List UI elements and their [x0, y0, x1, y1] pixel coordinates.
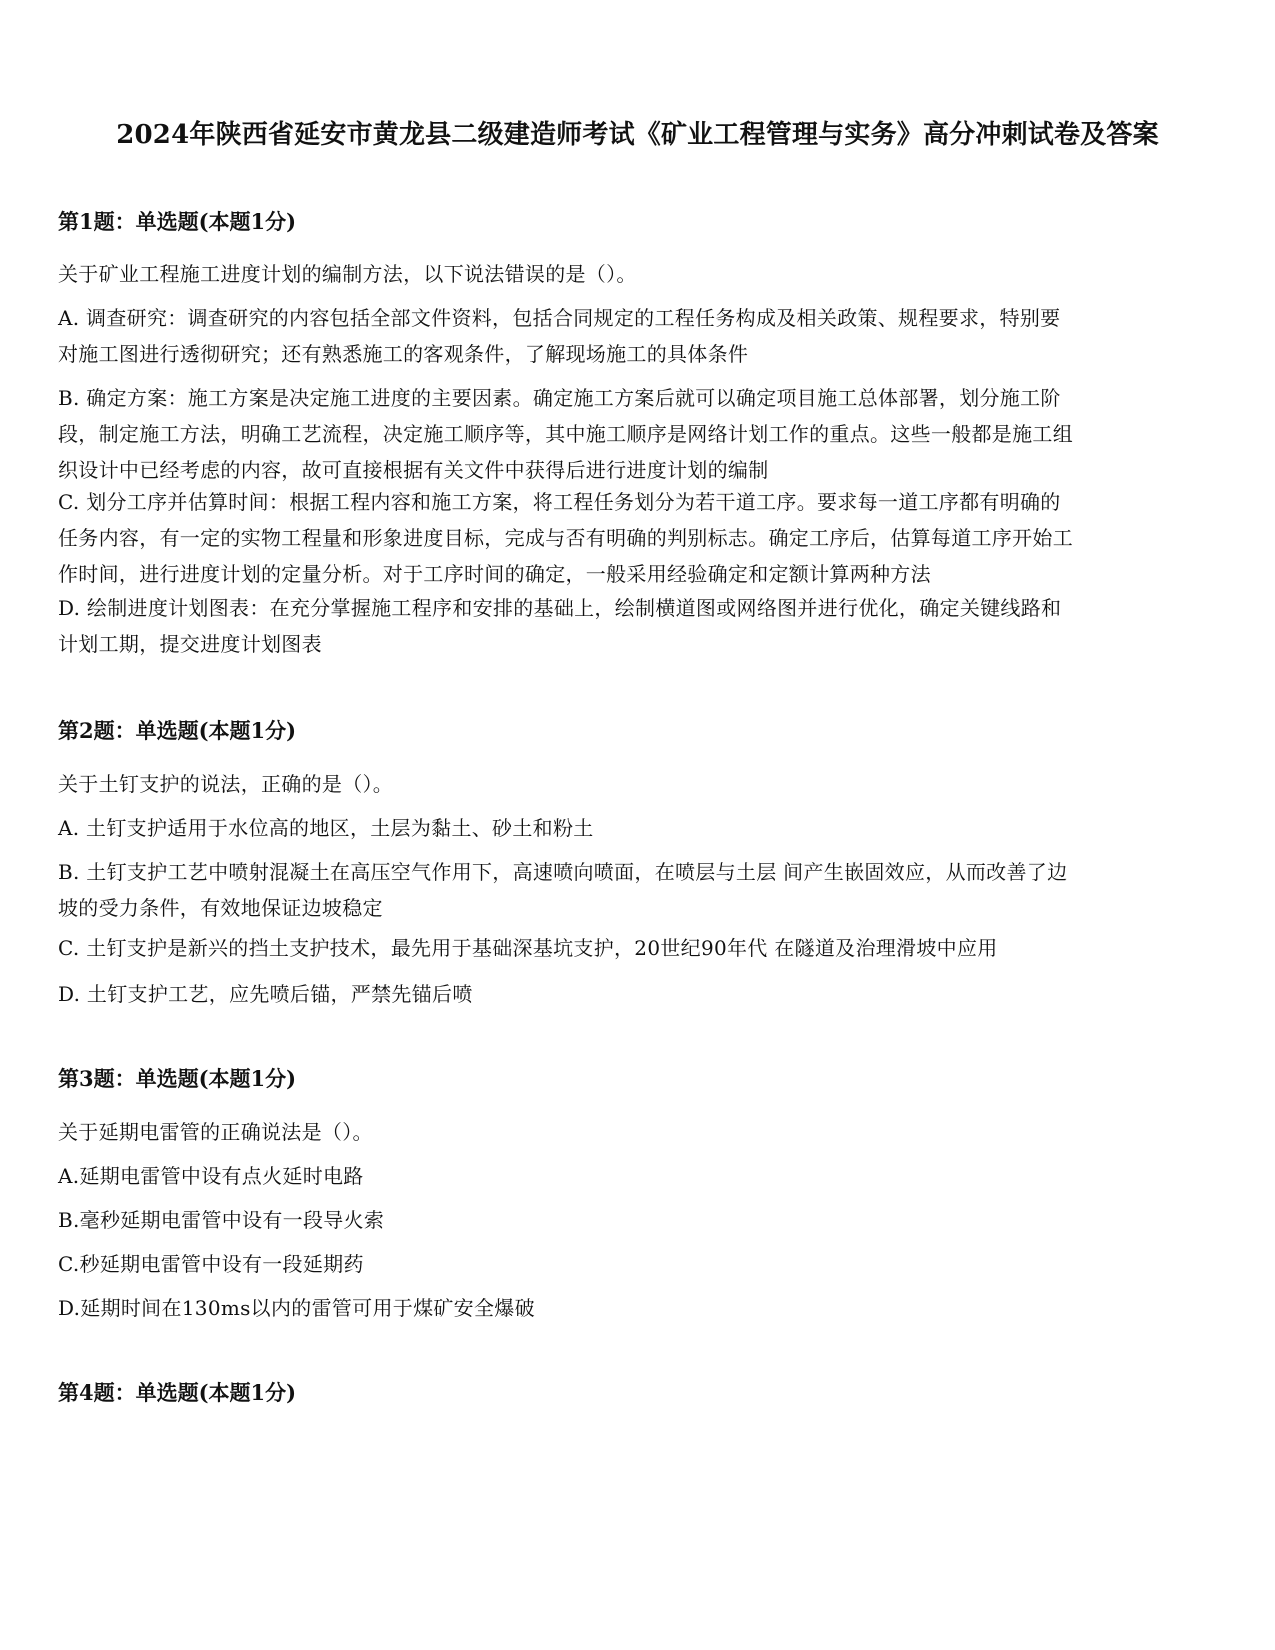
question-3-option-c — [58, 1246, 1218, 1282]
question-1-option-a-line-2: 对施工图进行透彻研究；还有熟悉施工的客观条件，了解现场施工的具体条件 — [58, 342, 749, 366]
question-1-option-c-line-1: C. 划分工序并估算时间：根据工程内容和施工方案，将工程任务划分为若干道工序。要求每一道工序都有明确的 — [58, 490, 1061, 514]
question-2-header: 第2题：单选题(本题1分) — [58, 718, 297, 743]
question-2-option-d-line-1: D. 土钉支护工艺，应先喷后锚，严禁先锚后喷 — [58, 982, 473, 1006]
question-3-option-b — [58, 1202, 1218, 1238]
question-1-option-c-line-3: 作时间，进行进度计划的定量分析。对于工序时间的确定，一般采用经验确定和定额计算两种方法 — [58, 562, 931, 586]
question-2-option-b — [58, 854, 1218, 926]
question-4-header: 第4题：单选题(本题1分) — [58, 1380, 297, 1405]
question-2-stem: 关于土钉支护的说法，正确的是（）。 — [58, 772, 394, 796]
question-2-option-b-line-2: 坡的受力条件，有效地保证边坡稳定 — [58, 896, 383, 920]
question-2-option-b-line-1: B. 土钉支护工艺中喷射混凝土在高压空气作用下，高速喷向喷面，在喷层与土层 间产生嵌固效应，从而改善了边 — [58, 860, 1068, 884]
question-1-option-b — [58, 380, 1218, 488]
question-3-header: 第3题：单选题(本题1分) — [58, 1066, 297, 1091]
question-2-option-d — [58, 976, 1218, 1012]
question-3-option-a — [58, 1158, 1218, 1194]
question-1-option-b-line-1: B. 确定方案：施工方案是决定施工进度的主要因素。确定施工方案后就可以确定项目施工总体部署，划分施工阶 — [58, 386, 1061, 410]
question-2-option-c-line-1: C. 土钉支护是新兴的挡土支护技术，最先用于基础深基坑支护，20世纪90年代 在隧道及治理滑坡中应用 — [58, 936, 998, 960]
question-2-option-a-line-1: A. 土钉支护适用于水位高的地区，土层为黏土、砂土和粉土 — [58, 816, 594, 840]
question-3-option-d-line-1: D.延期时间在130ms以内的雷管可用于煤矿安全爆破 — [58, 1296, 535, 1320]
question-1-stem: 关于矿业工程施工进度计划的编制方法，以下说法错误的是（）。 — [58, 262, 637, 286]
question-3-stem: 关于延期电雷管的正确说法是（）。 — [58, 1120, 373, 1144]
question-2-option-a — [58, 810, 1218, 846]
question-1-option-d-line-2: 计划工期，提交进度计划图表 — [58, 632, 322, 656]
question-3-option-d — [58, 1290, 1218, 1326]
question-1-option-d — [58, 590, 1218, 662]
question-2-option-c — [58, 930, 1218, 966]
question-1-option-d-line-1: D. 绘制进度计划图表：在充分掌握施工程序和安排的基础上，绘制横道图或网络图并进行优化，确定关键线路和 — [58, 596, 1062, 620]
question-3-option-b-line-1: B.毫秒延期电雷管中设有一段导火索 — [58, 1208, 385, 1232]
question-1-option-b-line-2: 段，制定施工方法，明确工艺流程，决定施工顺序等，其中施工顺序是网络计划工作的重点。这些一般都是施工组 — [58, 422, 1073, 446]
question-1-option-c-line-2: 任务内容，有一定的实物工程量和形象进度目标，完成与否有明确的判别标志。确定工序后，估算每道工序开始工 — [58, 526, 1073, 550]
question-1-option-c — [58, 484, 1218, 592]
question-1-option-a — [58, 300, 1218, 372]
question-1-header: 第1题：单选题(本题1分) — [58, 209, 297, 234]
question-3-option-a-line-1: A.延期电雷管中设有点火延时电路 — [58, 1164, 364, 1188]
question-3-option-c-line-1: C.秒延期电雷管中设有一段延期药 — [58, 1252, 364, 1276]
document-title: 2024年陕西省延安市黄龙县二级建造师考试《矿业工程管理与实务》高分冲刺试卷及答案 — [116, 120, 1159, 150]
question-1-option-a-line-1: A. 调查研究：调查研究的内容包括全部文件资料，包括合同规定的工程任务构成及相关政策、规程要求，特别要 — [58, 306, 1061, 330]
question-1-option-b-line-3: 织设计中已经考虑的内容，故可直接根据有关文件中获得后进行进度计划的编制 — [58, 458, 769, 482]
